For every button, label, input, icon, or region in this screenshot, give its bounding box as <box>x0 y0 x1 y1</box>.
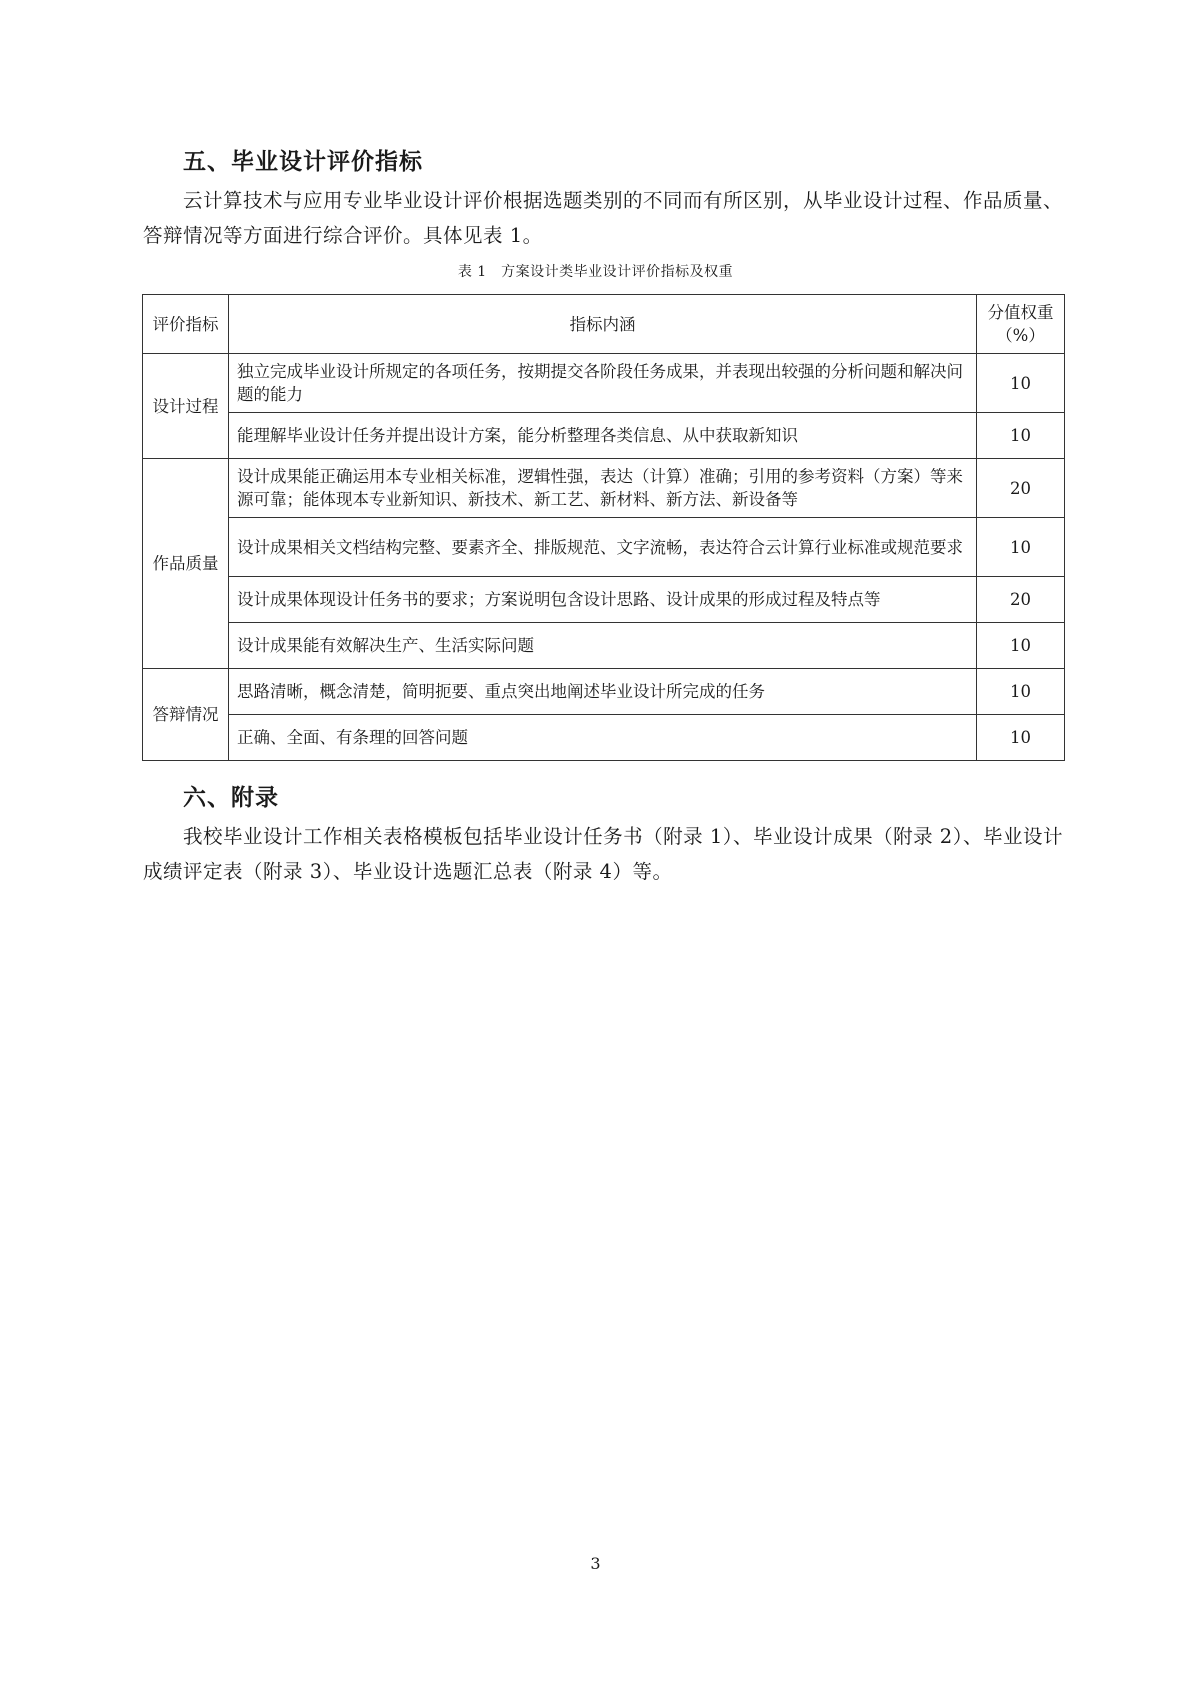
content-cell: 能理解毕业设计任务并提出设计方案，能分析整理各类信息、从中获取新知识 <box>229 413 977 459</box>
table-1-caption: 表 1 方案设计类毕业设计评价指标及权重 <box>457 264 734 280</box>
weight-cell: 10 <box>977 623 1065 669</box>
table-row <box>143 518 1065 577</box>
header-indicator: 评价指标 <box>143 295 229 354</box>
page-number: 3 <box>590 1554 601 1573</box>
weight-cell: 10 <box>977 715 1065 761</box>
category-cell: 设计过程 <box>143 354 229 459</box>
table-row <box>143 459 1065 518</box>
table-row <box>143 669 1065 715</box>
table-row <box>143 715 1065 761</box>
table-row <box>143 623 1065 669</box>
content-cell: 正确、全面、有条理的回答问题 <box>229 715 977 761</box>
content-cell: 设计成果相关文档结构完整、要素齐全、排版规范、文字流畅，表达符合云计算行业标准或规范要求 <box>229 518 977 577</box>
weight-cell: 20 <box>977 459 1065 518</box>
table-header-row <box>143 295 1065 354</box>
category-cell: 作品质量 <box>143 459 229 669</box>
table-row <box>143 413 1065 459</box>
weight-cell: 10 <box>977 669 1065 715</box>
table-row <box>143 577 1065 623</box>
section-5-paragraph: 云计算技术与应用专业毕业设计评价根据选题类别的不同而有所区别，从毕业设计过程、作品质量、答辩情况等方面进行综合评价。具体见表 1。 <box>143 189 1064 247</box>
section-6-heading: 六、附录 <box>183 785 279 811</box>
content-cell: 思路清晰，概念清楚，简明扼要、重点突出地阐述毕业设计所完成的任务 <box>229 669 977 715</box>
weight-cell: 10 <box>977 354 1065 413</box>
content-cell: 设计成果体现设计任务书的要求；方案说明包含设计思路、设计成果的形成过程及特点等 <box>229 577 977 623</box>
table-row <box>143 354 1065 413</box>
content-cell: 独立完成毕业设计所规定的各项任务，按期提交各阶段任务成果，并表现出较强的分析问题和解决问题的能力 <box>229 354 977 413</box>
header-content: 指标内涵 <box>229 295 977 354</box>
category-cell: 答辩情况 <box>143 669 229 761</box>
header-weight: 分值权重（%） <box>977 295 1065 354</box>
section-6-paragraph: 我校毕业设计工作相关表格模板包括毕业设计任务书（附录 1）、毕业设计成果（附录 2）、毕业设计成绩评定表（附录 3）、毕业设计选题汇总表（附录 4）等。 <box>143 825 1063 883</box>
content-cell: 设计成果能正确运用本专业相关标准，逻辑性强，表达（计算）准确；引用的参考资料（方案）等来源可靠；能体现本专业新知识、新技术、新工艺、新材料、新方法、新设备等 <box>229 459 977 518</box>
weight-cell: 10 <box>977 518 1065 577</box>
evaluation-table <box>142 294 1065 761</box>
content-cell: 设计成果能有效解决生产、生活实际问题 <box>229 623 977 669</box>
weight-cell: 20 <box>977 577 1065 623</box>
section-5-heading: 五、毕业设计评价指标 <box>183 149 423 175</box>
weight-cell: 10 <box>977 413 1065 459</box>
